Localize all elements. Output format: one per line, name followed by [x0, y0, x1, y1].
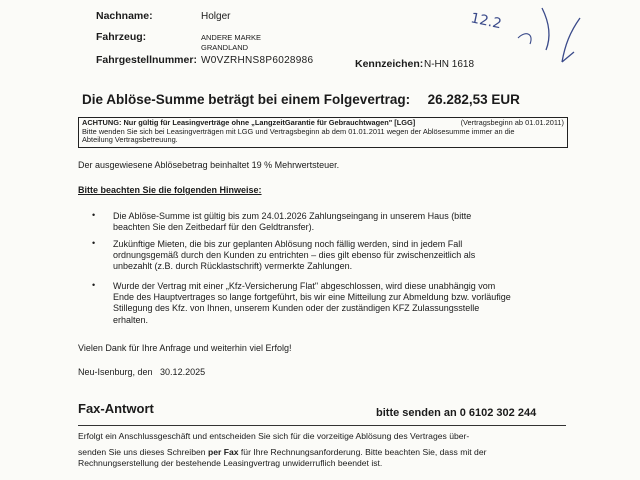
bullet-dot: •	[92, 238, 96, 248]
fax-line-2-post: für Ihre Rechnungsanforderung. Bitte beachten Sie, dass mit der	[238, 446, 487, 457]
fahrgestellnummer-label: Fahrgestellnummer:	[96, 54, 197, 66]
notice-line2: Bitte wenden Sie sich bei Leasingverträgen mit LGG und Vertragsbeginn ab dem 01.01.2011 wegen der Ablösesumme immer an die	[82, 127, 515, 136]
fax-line-1: Erfolgt ein Anschlussgeschäft und entscheiden Sie sich für die vorzeitige Ablösung des Vertrages über-	[78, 431, 470, 441]
fax-line-3: Rechnungserstellung der bestehende Leasingvertrag unwiderruflich beendet ist.	[78, 458, 383, 468]
nachname-label: Nachname:	[96, 10, 153, 22]
notice-date: (Vertragsbeginn ab 01.01.2011)	[460, 119, 564, 127]
hint-2-line-1: Zukünftige Mieten, die bis zur geplanten Ablösung noch fällig werden, sind in jedem Fall	[113, 239, 463, 249]
place-date: Neu-Isenburg, den 30.12.2025	[78, 367, 206, 377]
fax-body	[78, 431, 568, 470]
vat-text: Der ausgewiesene Ablösebetrag beinhaltet 19 % Mehrwertsteuer.	[78, 160, 340, 170]
fax-line-2-bold: per Fax	[207, 446, 239, 457]
hints-heading: Bitte beachten Sie die folgenden Hinweise:	[78, 185, 262, 195]
notice-line3: Abteilung Vertragsbetreuung.	[82, 136, 178, 145]
hint-item-3	[113, 281, 543, 326]
hint-3-line-2: Ende des Hauptvertrages so lange fortgeführt, bis wir eine Mitteilung zur Abmeldung bzw. vorläufige	[113, 292, 511, 303]
hint-1-line-2: beachten Sie den Zeitbedarf für den Geldtransfer).	[113, 222, 315, 233]
fax-line-2-pre: senden Sie uns dieses Schreiben	[78, 446, 208, 457]
fahrzeug-line2: GRANDLAND	[201, 42, 249, 52]
thanks-text: Vielen Dank für Ihre Anfrage und weiterhin viel Erfolg!	[78, 343, 292, 353]
fax-line-2	[78, 447, 568, 459]
bullet-dot: •	[92, 280, 96, 290]
hint-2-line-3: unbezahlt (z.B. durch Rücklastschrift) vermerkte Zahlungen.	[113, 261, 353, 272]
hint-3-line-1: Wurde der Vertrag mit einer „Kfz-Versicherung Flat" abgeschlossen, wird diese unabhängig vom	[113, 281, 496, 291]
nachname-value: Holger	[201, 11, 231, 22]
fax-title: Fax-Antwort	[78, 401, 154, 416]
hint-3-line-3: Stillegung des Kfz. von Ihnen, unserem Kunden oder der zuständigen KFZ Zulassungsstelle	[113, 303, 480, 314]
hint-item-2	[113, 239, 543, 273]
fahrgestellnummer-value: W0VZRHNS8P6028986	[201, 55, 314, 66]
headline-text: Die Ablöse-Summe beträgt bei einem Folgevertrag:	[82, 92, 411, 107]
fax-divider	[78, 425, 566, 426]
fax-send-to: bitte senden an 0 6102 302 244	[376, 407, 537, 419]
fahrzeug-line1: ANDERE MARKE	[201, 33, 262, 42]
hint-2-line-2: ordnungsgemäß durch den Kunden zu entrichten – dies gilt ebenso für zwischenzeitlich als	[113, 250, 476, 261]
hint-3-line-4: erhalten.	[113, 314, 149, 325]
bullet-dot: •	[92, 210, 96, 220]
kennzeichen-value: N-HN 1618	[424, 59, 475, 70]
hint-item-1	[113, 211, 543, 233]
fahrzeug-label: Fahrzeug:	[96, 31, 147, 43]
kennzeichen-label: Kennzeichen:	[355, 58, 424, 70]
fahrzeug-value	[201, 33, 261, 52]
hint-1-line-1: Die Ablöse-Summe ist gültig bis zum 24.01.2026 Zahlungseingang in unserem Haus (bitte	[113, 211, 472, 221]
notice-box	[78, 117, 568, 148]
notice-bold: ACHTUNG: Nur gültig für Leasingverträge ohne „LangzeitGarantie für Gebrauchtwagen" [LGG]	[82, 119, 416, 127]
headline-amount: 26.282,53 EUR	[427, 92, 520, 107]
handwritten-fragment: 12.2	[469, 10, 503, 33]
headline	[82, 92, 520, 107]
